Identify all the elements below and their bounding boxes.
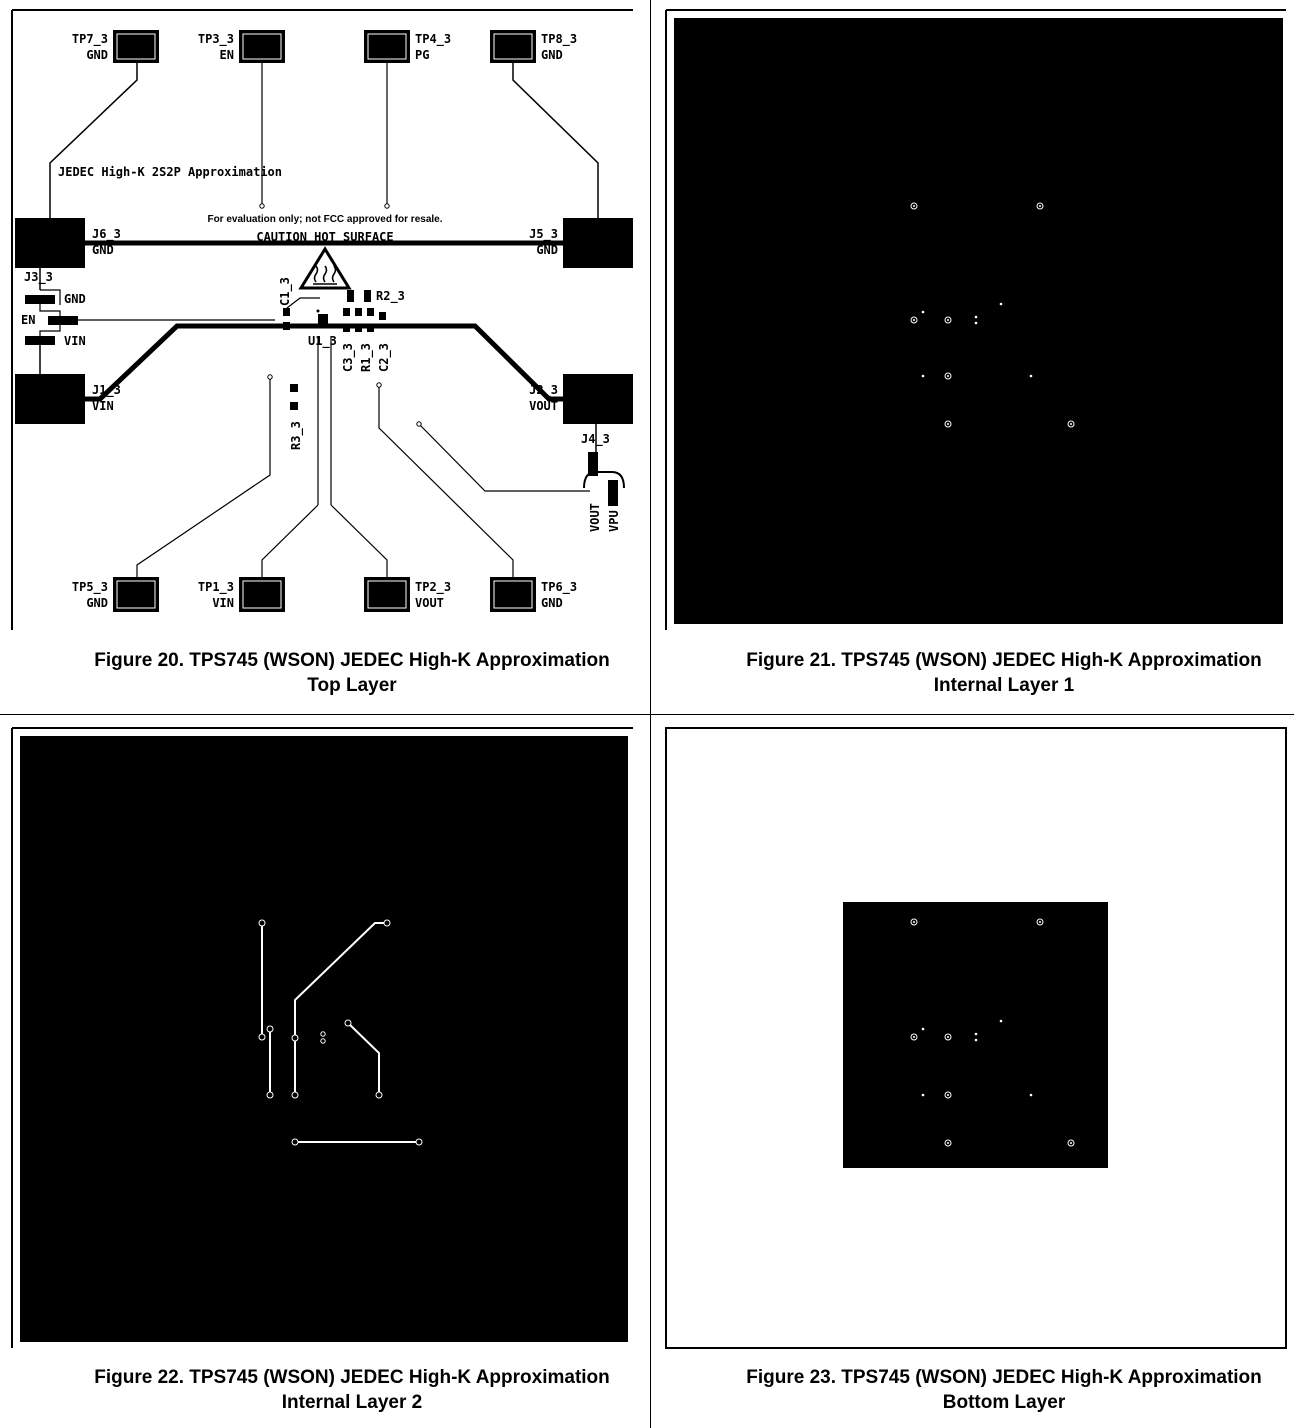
tp1-pad [239,577,285,612]
tp5-ref: TP5_3 [71,580,108,594]
j1-pad [15,374,85,424]
figure-22-caption: Figure 22. TPS745 (WSON) JEDEC High-K Approximation Internal Layer 2 [94,1367,610,1413]
component-cluster [283,290,386,505]
j4-vpu-label: VPU [607,510,621,532]
bottom-layer-drawing [664,718,1294,1358]
tp8-ref: TP8_3 [541,32,578,46]
j5-pad [563,218,633,268]
tp6-net: GND [541,596,563,610]
j2-net: VOUT [529,399,558,413]
top-layer-drawing [0,0,650,640]
j1-ref: J1_3 [92,383,121,397]
internal-layer-2-drawing [0,718,650,1358]
j6-net: GND [92,243,114,257]
figure-23-caption: Figure 23. TPS745 (WSON) JEDEC High-K Approximation Bottom Layer [746,1367,1262,1413]
j6-pad [15,218,85,268]
hot-surface-warning-icon [301,249,349,288]
tp2-pad [364,577,410,612]
j3-jumper [25,268,275,374]
tp7-ref: TP7_3 [71,32,108,46]
grid-divider-horizontal [0,714,1294,715]
tp5-pad [113,577,159,612]
tp5-net: GND [86,596,108,610]
j3-vin-label: VIN [64,334,86,348]
tp1-ref: TP1_3 [197,580,234,594]
tp7-pad [113,30,159,63]
j6-ref: J6_3 [92,227,121,241]
j4-ref: J4_3 [581,432,610,446]
internal-layer-1-drawing [664,0,1294,640]
j2-pad [563,374,633,424]
c2-ref: C2_3 [377,343,391,372]
j4-vout-label: VOUT [588,503,602,532]
tp2-net: VOUT [415,596,444,610]
r1-ref: R1_3 [359,343,373,372]
tp4-net: PG [415,48,430,62]
tp8-pad [490,30,536,63]
c3-ref: C3_3 [341,343,355,372]
j2-ref: J2_3 [529,383,558,397]
tp2-ref: TP2_3 [415,580,452,594]
j3-en-label: EN [21,313,36,327]
figure-21-caption: Figure 21. TPS745 (WSON) JEDEC High-K Approximation Internal Layer 1 [746,650,1262,696]
evaluation-notice: For evaluation only; not FCC approved for resale. [207,214,443,225]
tp4-pad [364,30,410,63]
tp3-net: EN [219,48,234,62]
j3-gnd-label: GND [64,292,86,306]
j5-ref: J5_3 [529,227,558,241]
j1-net: VIN [92,399,114,413]
tp6-ref: TP6_3 [541,580,578,594]
r3-ref: R3_3 [289,421,303,450]
tp6-pad [490,577,536,612]
tp3-ref: TP3_3 [197,32,234,46]
figure-20-caption: Figure 20. TPS745 (WSON) JEDEC High-K Approximation Top Layer [94,650,610,696]
c1-ref: C1_3 [278,277,292,306]
caution-label: CAUTION HOT SURFACE [256,230,394,244]
u1-ref: U1_3 [308,334,337,348]
board-title: JEDEC High-K 2S2P Approximation [58,165,282,179]
tp8-net: GND [541,48,563,62]
r2-ref: R2_3 [376,289,405,303]
tp4-ref: TP4_3 [415,32,452,46]
j5-net: GND [536,243,558,257]
tp3-pad [239,30,285,63]
tp7-net: GND [86,48,108,62]
tp1-net: VIN [212,596,234,610]
j3-ref: J3_3 [24,270,53,284]
